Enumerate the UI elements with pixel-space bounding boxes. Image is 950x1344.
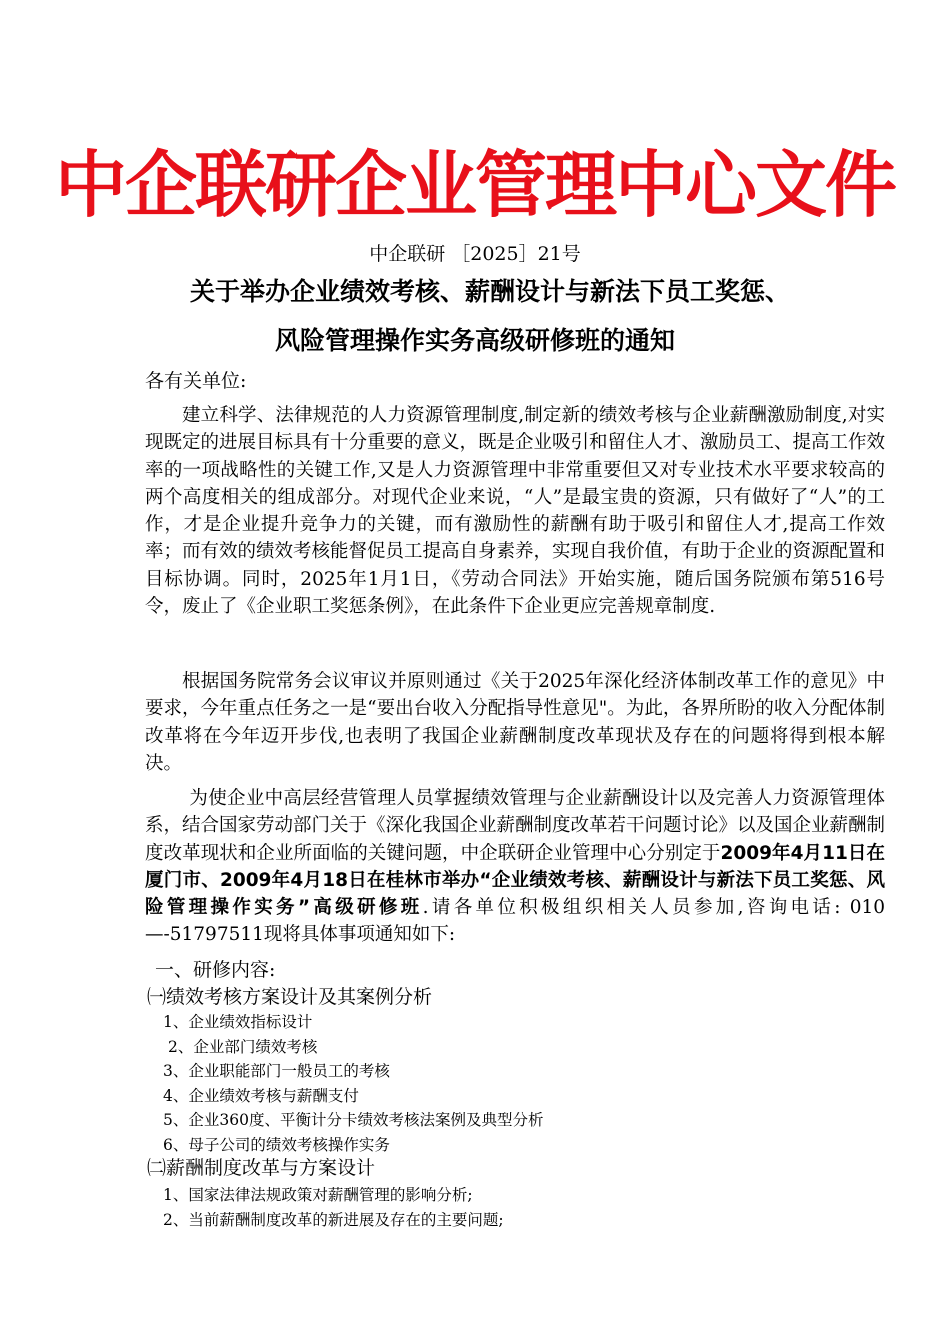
masthead-title: 中企联研企业管理中心文件 bbox=[54, 142, 895, 227]
list-item: 1、企业绩效指标设计 bbox=[163, 1013, 313, 1031]
list-item: 5、企业360度、平衡计分卡绩效考核法案例及典型分析 bbox=[163, 1111, 544, 1129]
list-item: 3、企业职能部门一般员工的考核 bbox=[163, 1062, 390, 1080]
section-heading-content: 一、研修内容: bbox=[155, 959, 276, 981]
list-item: 2、当前薪酬制度改革的新进展及存在的主要问题; bbox=[163, 1210, 504, 1229]
list-item: 2、企业部门绩效考核 bbox=[168, 1037, 318, 1056]
paragraph-policy: 根据国务院常务会议审议并原则通过《关于2025年深化经济体制改革工作的意见》中要求，今年重点任务之一是“要出台收入分配指导性意见"。为此，各界所盼的收入分配体制改革将在今年迈开步伐,也表明了我国企业薪酬制度改革现状及存在的问题将得到根本解决。 bbox=[145, 671, 885, 774]
announcement-text-part-1: 为使企业中高层经营管理人员掌握绩效管理与企业薪酬设计以及完善人力资源管理体系，结合国家劳动部门关于《深化我国企业薪酬制度改革若干问题讨论》以及国企业薪酬制度改革现状和企业所面临的关键问题，中企联研企业管理中心分别定于 bbox=[145, 788, 886, 864]
subsection-heading-performance: ㈠绩效考核方案设计及其案例分析 bbox=[147, 986, 433, 1008]
salutation: 各有关单位: bbox=[145, 370, 247, 392]
salary-topic-list bbox=[163, 1183, 504, 1232]
performance-topic-list bbox=[163, 1010, 543, 1157]
announcement-text-part-2: .请各单位积极组织相关人员参加,咨询电话: 010—-51797511现将具体事项通知如下: bbox=[145, 897, 886, 946]
paragraph-intro: 建立科学、法律规范的人力资源管理制度,制定新的绩效考核与企业薪酬激励制度,对实现既定的进展目标具有十分重要的意义，既是企业吸引和留住人才、激励员工、提高工作效率的一项战略性的关键工作,又是人力资源管理中非常重要但又对专业技术水平要求较高的两个高度相关的组成部分。对现代企业来说，“人”是最宝贵的资源，只有做好了“人”的工作，才是企业提升竞争力的关键，而有激励性的薪酬有助于吸引和留住人才,提高工作效率；而有效的绩效考核能督促员工提高自身素养，实现自我价值，有助于企业的资源配置和目标协调。同时，2025年1月1日，《劳动合同法》开始实施，随后国务院颁布第516号令，废止了《企业职工奖惩条例》，在此条件下企业更应完善规章制度. bbox=[145, 405, 886, 618]
subsection-heading-salary: ㈡薪酬制度改革与方案设计 bbox=[147, 1157, 376, 1179]
paragraph-announcement bbox=[145, 785, 885, 949]
announcement-bold-dates: 2009年4月11日在厦门市、2009年4月18日在桂林市举办“企业绩效考核、薪酬设计与新法下员工奖惩、风险管理操作实务”高级研修班 bbox=[145, 842, 885, 919]
document-number: 中企联研 ［2025］21号 bbox=[369, 243, 581, 265]
list-item: 6、母子公司的绩效考核操作实务 bbox=[163, 1135, 390, 1154]
notice-title-line-1: 关于举办企业绩效考核、薪酬设计与新法下员工奖惩、 bbox=[189, 277, 790, 306]
list-item: 1、国家法律法规政策对薪酬管理的影响分析; bbox=[163, 1186, 473, 1204]
list-item: 4、企业绩效考核与薪酬支付 bbox=[163, 1086, 359, 1105]
notice-title-line-2: 风险管理操作实务高级研修班的通知 bbox=[274, 326, 675, 355]
